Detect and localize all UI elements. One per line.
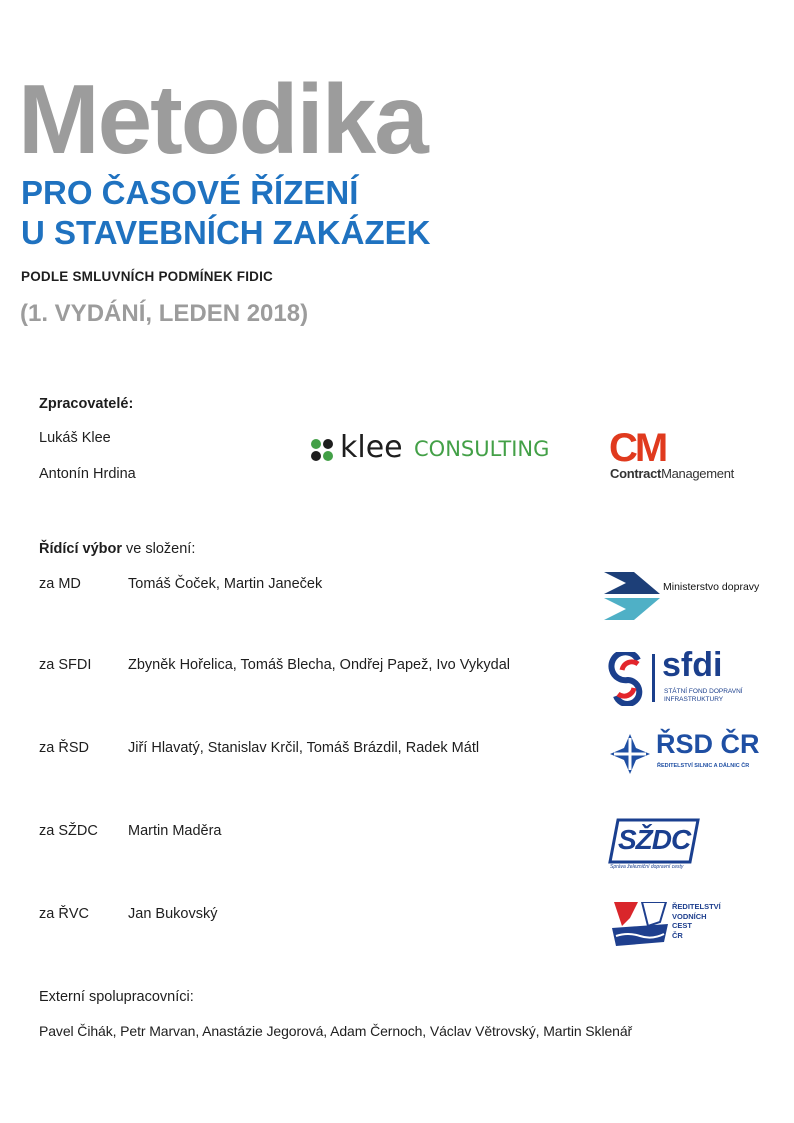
szdc-logo [608,818,708,872]
subtitle-line-1: PRO ČASOVÉ ŘÍZENÍ [21,174,359,211]
committee-heading [39,541,195,558]
external-heading: Externí spolupracovníci: [39,989,194,1005]
authors-heading: Zpracovatelé: [39,396,134,412]
committee-org: za MD [39,576,81,592]
cm-mark: CM [609,426,666,470]
rvc-line1: ŘEDITELSTVÍ [672,902,721,911]
rvc-logo [612,902,742,950]
committee-members: Martin Maděra [128,823,222,839]
edition-line: (1. VYDÁNÍ, LEDEN 2018) [20,300,309,327]
committee-members: Zbyněk Hořelica, Tomáš Blecha, Ondřej Papež, Ivo Vykydal [128,657,511,673]
sfdi-sub1: STÁTNÍ FOND DOPRAVNÍ [664,688,743,695]
subtitle-line-2: U STAVEBNÍCH ZAKÁZEK [21,214,431,251]
ministerstvo-dopravy-logo [604,572,789,620]
sfdi-divider [652,654,655,702]
klee-word: klee [340,430,403,465]
conditions-line: PODLE SMLUVNÍCH PODMÍNEK FIDIC [21,269,274,284]
document-title: Metodika [18,64,427,174]
author-name: Antonín Hrdina [39,466,136,482]
cm-contract: Contract [610,466,662,481]
szdc-sub: Správa železniční dopravní cesty [610,864,684,870]
szdc-wordmark: SŽDC [618,824,691,855]
sfdi-wordmark: sfdi [662,646,723,684]
committee-members: Jiří Hlavatý, Stanislav Krčil, Tomáš Brázdil, Radek Mátl [128,740,480,756]
rsd-sub: ŘEDITELSTVÍ SILNIC A DÁLNIC ČR [657,763,750,769]
chevron-icon [604,572,660,620]
author-name: Lukáš Klee [39,430,111,446]
waterway-icon [612,902,668,948]
md-logo-text: Ministerstvo dopravy [663,581,760,593]
sfdi-s-icon [608,652,648,706]
cm-wordmark [610,466,734,481]
committee-org: za ŘVC [39,906,89,922]
committee-org: za ŘSD [39,740,89,756]
committee-members: Jan Bukovský [128,906,218,922]
committee-org: za SFDI [39,657,92,673]
road-cross-icon [610,734,650,774]
clover-icon [310,438,334,462]
committee-heading-rest: ve složení: [122,541,196,557]
sfdi-sub2: INFRASTRUKTURY [664,696,724,703]
rsd-logo [610,729,775,776]
rvc-line4: ČR [672,930,683,940]
consulting-word: CONSULTING [414,437,550,461]
contract-management-logo [609,426,759,486]
committee-org: za SŽDC [39,823,98,839]
external-names: Pavel Čihák, Petr Marvan, Anastázie Jegorová, Adam Černoch, Václav Větrovský, Martin Sklenář [39,1023,633,1039]
klee-consulting-logo [310,430,560,466]
cm-management: Management [661,466,734,481]
rvc-line2: VODNÍCH [672,911,707,921]
rvc-line3: CEST [672,921,693,930]
rsd-wordmark: ŘSD ČR [656,729,760,759]
rvc-wordmark [672,902,721,940]
sfdi-logo [608,646,758,710]
committee-heading-bold: Řídící výbor [39,541,122,557]
committee-members: Tomáš Čoček, Martin Janeček [128,576,323,592]
